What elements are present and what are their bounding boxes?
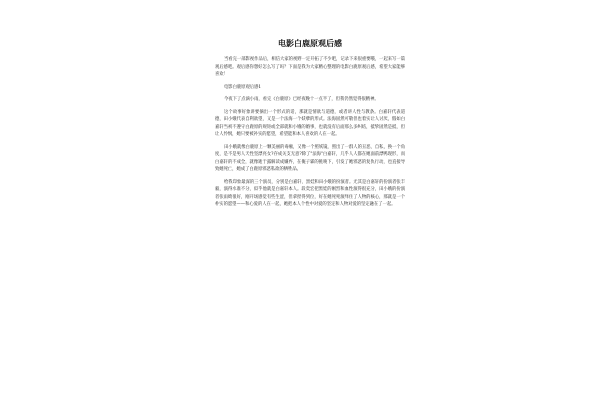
body-paragraph: 今夜下了点滴小雨，看完《白鹿原》已经夜晚十一点半了，但我仍然觉得很精神。 [224, 97, 379, 102]
body-paragraph: 这个故事好象讲要摘出一个形式的话，那就是情欲与道德，或者讲人性与教条。白嘉轩代表道德，田小娥代表自利欲望，又是一个法海一个妖孽的形式。法海固然可敬但也着实让人讨厌，假如白嘉轩当初不遵守白鹿原的规矩或全部就和小娥的婚事，也就没有后面那么多纠结，抵挚固然是抵，但让人怜悯，她只要被补实的愿望，希望能和本人喜欢的人在一起。 [215, 109, 405, 137]
document-title: 电影白鹿原观后感 [278, 38, 342, 48]
body-paragraph: 给我印象最深的三个演员，分别是白嘉轩、黑娃和田小娥的扮演者。尤其是白嘉轩的扮演者张丰毅，演得水准不分，似乎他就是白嘉轩本人。段奕宏把黑娃的刚烈和血性演得很充分，田小娥的扮演者张雨绮很好，刚开场感觉有些生涩，但拿捏得到位，好在她死死演绎住了人物的核心，那就是一个朴实的愿望——和心爱的人在一起，她把本人个性中对爱的坚定和人物对爱的坚定融在了一起。 [215, 179, 405, 207]
document-body [215, 38, 405, 214]
section-heading: 电影白鹿原观后感1 [224, 84, 262, 90]
intro-paragraph: 当看完一部影视作品后，相信大家的视野一定开拓了不少吧，记录下来很重要哦，一起来写一篇观后感吧。观后感你想好怎么写了吗？下面是我为大家精心整理的电影白鹿原观后感，希望大家能够喜欢！ [215, 57, 405, 77]
body-paragraph: 田小娥就像白鹿原上一颗美丽的毒瘤，又像一个照妖镜，照出了一群人的丑恶、自私，换一个角度，是不是男人天性坚漂亮女?存成关支无意?除了"法海"白嘉轩，几乎人人都在她面前漂鸭现形，而白嘉轩的不成全，就像逝于露解读成嫌弃，在俺子霖的挑唆下，引发了她邪恶的复仇行动，也直接导致她死亡，她成了白鹿原邪恶私欲的牺牲品。 [215, 144, 405, 172]
